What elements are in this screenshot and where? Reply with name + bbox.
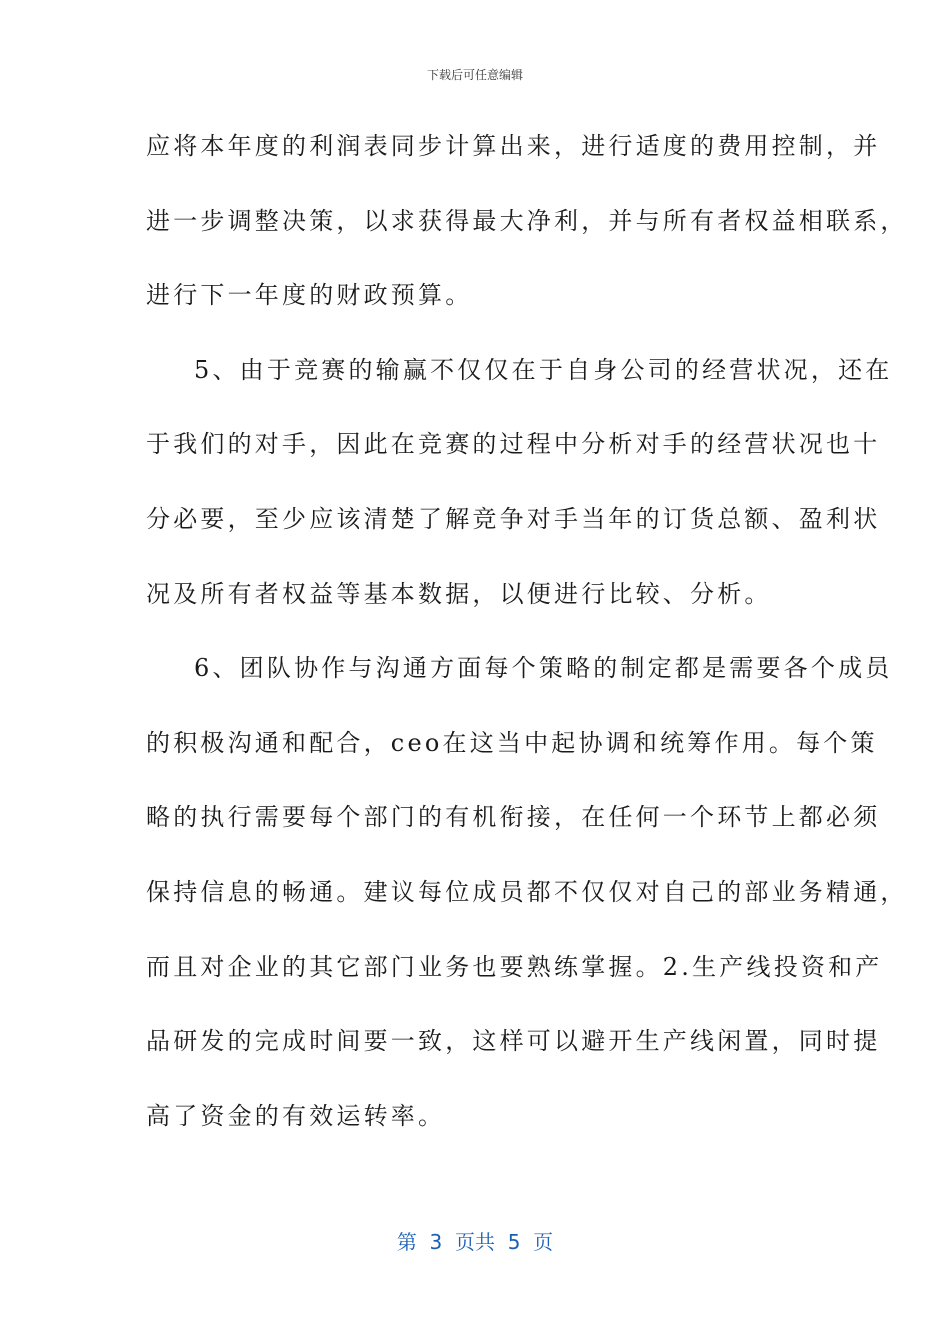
page-number-footer: 第 3 页共 5 页 (396, 1230, 554, 1254)
text-line: 略的执行需要每个部门的有机衔接，在任何一个环节上都必须 (146, 803, 881, 832)
paragraph-start-line: 6、团队协作与沟通方面每个策略的制定都是需要各个成员 (194, 654, 893, 683)
text-line: 于我们的对手，因此在竞赛的过程中分析对手的经营状况也十 (146, 430, 881, 459)
paragraph-start-line: 5、由于竞赛的输赢不仅仅在于自身公司的经营状况，还在 (194, 355, 893, 384)
text-line: 高了资金的有效运转率。 (146, 1101, 446, 1130)
text-line: 进行下一年度的财政预算。 (146, 281, 473, 310)
text-line: 分必要，至少应该清楚了解竞争对手当年的订货总额、盈利状 (146, 504, 881, 533)
text-line: 进一步调整决策，以求获得最大净利，并与所有者权益相联系， (146, 206, 908, 235)
text-line: 品研发的完成时间要一致，这样可以避开生产线闲置，同时提 (146, 1027, 881, 1056)
text-line: 应将本年度的利润表同步计算出来，进行适度的费用控制，并 (146, 132, 881, 160)
text-line: 的积极沟通和配合，ceo在这当中起协调和统筹作用。每个策 (146, 728, 878, 757)
text-line: 而且对企业的其它部门业务也要熟练掌握。2.生产线投资和产 (146, 952, 883, 981)
page-header: 下载后可任意编辑 (426, 68, 523, 82)
text-line: 保持信息的畅通。建议每位成员都不仅仅对自己的部业务精通， (146, 877, 908, 906)
text-line: 况及所有者权益等基本数据，以便进行比较、分析。 (146, 579, 772, 608)
document-body (146, 126, 908, 1170)
